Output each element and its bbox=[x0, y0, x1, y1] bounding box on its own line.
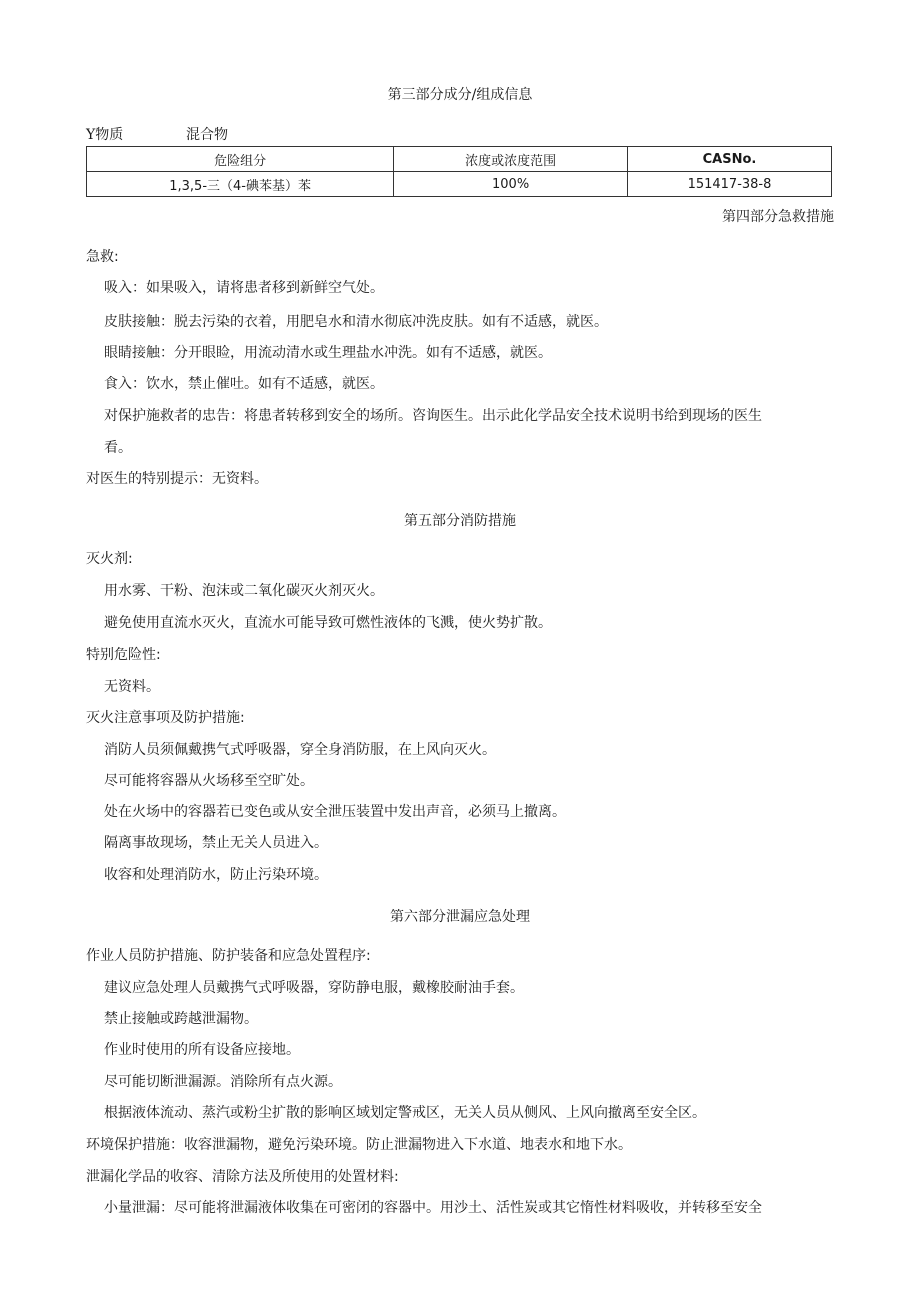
cell-concentration: 100% bbox=[394, 172, 628, 197]
rescuer-text: ：将患者转移到安全的场所。咨询医生。出示此化学品安全技术说明书给到现场的医生 bbox=[230, 408, 762, 424]
ingestion-text: ：饮水，禁止催吐。如有不适感，就医。 bbox=[132, 376, 384, 392]
list-item: 消防人员须佩戴携气式呼吸器，穿全身消防服，在上风向灭火。 bbox=[104, 742, 496, 758]
environmental-protection-text: ：收容泄漏物，避免污染环境。防止泄漏物进入下水道、地表水和地下水。 bbox=[170, 1137, 632, 1153]
doctor-text: ：无资料。 bbox=[198, 471, 268, 487]
list-item: 尽可能将容器从火场移至空旷处。 bbox=[104, 773, 314, 789]
list-item: 小量泄漏：尽可能将泄漏液体收集在可密闭的容器中。用沙土、活性炭或其它惰性材料吸收，并转移至安全 bbox=[104, 1200, 762, 1216]
cell-cas: 151417-38-8 bbox=[627, 172, 831, 197]
table-header-row bbox=[87, 147, 832, 172]
header-hazard-component: 危险组分 bbox=[87, 147, 394, 172]
rescuer-label: 对保护施救者的忠告 bbox=[104, 408, 230, 424]
eye-label: 眼睛接触 bbox=[104, 345, 160, 361]
special-hazard-label: 特别危险性: bbox=[86, 647, 161, 663]
first-aid-label: 急救: bbox=[86, 249, 119, 265]
doctor-label: 对医生的特别提示 bbox=[86, 471, 198, 487]
rescuer-line bbox=[104, 405, 762, 425]
substance-label: Y物质 bbox=[86, 127, 124, 143]
extinguishing-agent-label: 灭火剂: bbox=[86, 551, 133, 567]
skin-label: 皮肤接触 bbox=[104, 314, 160, 330]
doctor-line bbox=[86, 468, 268, 488]
skin-text: ：脱去污染的衣着，用肥皂水和清水彻底冲洗皮肤。如有不适感，就医。 bbox=[160, 314, 608, 330]
rescuer-line-2: 看。 bbox=[104, 440, 132, 456]
personnel-protection-label: 作业人员防护措施、防护装备和应急处置程序: bbox=[86, 948, 371, 964]
section-4-title: 第四部分急救措施 bbox=[722, 209, 834, 225]
eye-line bbox=[104, 342, 552, 362]
list-item: 建议应急处理人员戴携气式呼吸器，穿防静电服，戴橡胶耐油手套。 bbox=[104, 980, 524, 996]
section-5-title: 第五部分消防措施 bbox=[404, 513, 516, 529]
substance-value: 混合物 bbox=[186, 127, 228, 143]
firefighting-precaution-label: 灭火注意事项及防护措施: bbox=[86, 710, 245, 726]
ingestion-line bbox=[104, 373, 384, 393]
environmental-protection-line bbox=[86, 1134, 632, 1154]
list-item: 收容和处理消防水，防止污染环境。 bbox=[104, 867, 328, 883]
environmental-protection-label: 环境保护措施 bbox=[86, 1137, 170, 1153]
header-cas-no: CASNo. bbox=[627, 147, 831, 172]
cleanup-label: 泄漏化学品的收容、清除方法及所使用的处置材料: bbox=[86, 1169, 399, 1185]
inhalation-line bbox=[104, 277, 384, 297]
section-6-title: 第六部分泄漏应急处理 bbox=[390, 909, 530, 925]
list-item: 用水雾、干粉、泡沫或二氧化碳灭火剂灭火。 bbox=[104, 583, 384, 599]
list-item: 避免使用直流水灭火，直流水可能导致可燃性液体的飞溅，使火势扩散。 bbox=[104, 615, 552, 631]
list-item: 尽可能切断泄漏源。消除所有点火源。 bbox=[104, 1074, 342, 1090]
composition-table bbox=[86, 146, 832, 197]
list-item: 处在火场中的容器若已变色或从安全泄压装置中发出声音，必须马上撤离。 bbox=[104, 804, 566, 820]
table-row bbox=[87, 172, 832, 197]
list-item: 根据液体流动、蒸汽或粉尘扩散的影响区域划定警戒区，无关人员从侧风、上风向撤离至安全区。 bbox=[104, 1105, 706, 1121]
inhalation-label: 吸入 bbox=[104, 280, 132, 296]
list-item: 隔离事故现场，禁止无关人员进入。 bbox=[104, 835, 328, 851]
list-item: 作业时使用的所有设备应接地。 bbox=[104, 1042, 300, 1058]
cell-component: 1,3,5-三（4-碘苯基）苯 bbox=[87, 172, 394, 197]
list-item: 无资料。 bbox=[104, 679, 160, 695]
skin-line bbox=[104, 311, 608, 331]
header-concentration: 浓度或浓度范围 bbox=[394, 147, 628, 172]
eye-text: ：分开眼睑，用流动清水或生理盐水冲洗。如有不适感，就医。 bbox=[160, 345, 552, 361]
ingestion-label: 食入 bbox=[104, 376, 132, 392]
inhalation-text: ：如果吸入，请将患者移到新鲜空气处。 bbox=[132, 280, 384, 296]
section-3-title: 第三部分成分/组成信息 bbox=[387, 87, 533, 103]
list-item: 禁止接触或跨越泄漏物。 bbox=[104, 1011, 258, 1027]
